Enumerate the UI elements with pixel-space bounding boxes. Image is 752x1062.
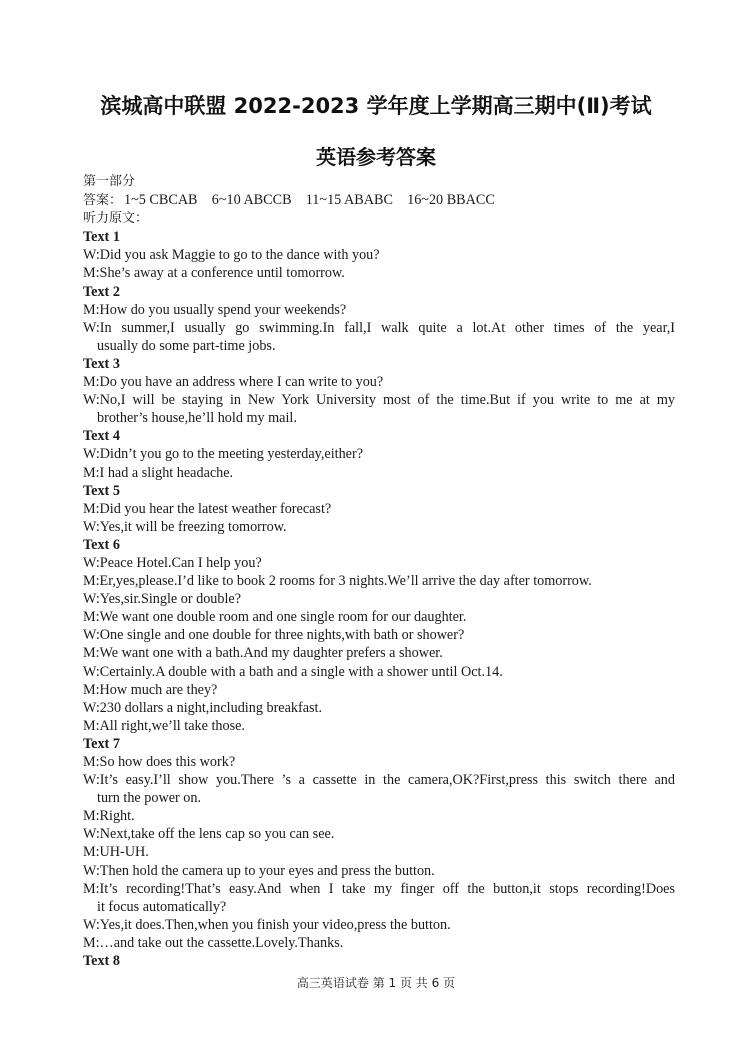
dialogue-line: W:Then hold the camera up to your eyes and press the button. — [83, 862, 435, 879]
dialogue-line: M:How do you usually spend your weekends? — [83, 301, 347, 318]
dialogue-line — [83, 880, 675, 916]
dialogue-line: W:Peace Hotel.Can I help you? — [83, 554, 262, 571]
answer-group: 1~5 CBCAB — [124, 192, 198, 209]
transcript-label: 听力原文： — [83, 211, 149, 227]
dialogue-line-text: M:It’s recording!That’s easy.And when I take my finger off the button,it stops recording!Does — [83, 880, 675, 897]
answer-group: 16~20 BBACC — [407, 192, 495, 209]
dialogue-line: W:Yes,sir.Single or double? — [83, 591, 242, 608]
dialogue-line: W:Didn’t you go to the meeting yesterday,either? — [83, 446, 363, 463]
text-heading: Text 3 — [83, 355, 120, 372]
dialogue-line: M:UH-UH. — [83, 844, 149, 861]
dialogue-line: M:Do you have an address where I can write to you? — [83, 374, 384, 391]
dialogue-line: W:230 dollars a night,including breakfast. — [83, 699, 323, 716]
text-heading: Text 4 — [83, 428, 120, 445]
dialogue-line: W:Yes,it will be freezing tomorrow. — [83, 518, 287, 535]
answers-label: 答案： — [83, 193, 123, 209]
dialogue-line: M:How much are they? — [83, 681, 218, 698]
dialogue-line: W:One single and one double for three nights,with bath or shower? — [83, 627, 465, 644]
answer-line — [83, 191, 675, 210]
part-label: 第一部分 — [83, 174, 136, 189]
dialogue-line: M:She’s away at a conference until tomorrow. — [83, 265, 345, 282]
dialogue-line-continuation: turn the power on. — [97, 790, 202, 807]
dialogue-line-text: W:It’s easy.I’ll show you.There ’s a cassette in the camera,OK?First,press this switch there and — [83, 772, 675, 789]
dialogue-line: M:So how does this work? — [83, 754, 236, 770]
text-heading: Text 5 — [83, 482, 120, 499]
dialogue-line: M:…and take out the cassette.Lovely.Thanks. — [83, 934, 344, 951]
dialogue-line: M:Did you hear the latest weather forecast? — [83, 500, 332, 517]
dialogue-line: W:Did you ask Maggie to go to the dance with you? — [83, 247, 380, 264]
answer-key-title: 英语参考答案 — [316, 145, 436, 169]
dialogue-line: M:Right. — [83, 808, 135, 825]
answer-group: 6~10 ABCCB — [211, 192, 292, 209]
dialogue-line: W:Certainly.A double with a bath and a single with a shower until Oct.14. — [83, 663, 503, 680]
text-heading: Text 2 — [83, 283, 120, 300]
dialogue-line: W:Yes,it does.Then,when you finish your video,press the button. — [83, 916, 451, 933]
dialogue-line: M:We want one with a bath.And my daughter prefers a shower. — [83, 645, 443, 662]
exam-title: 滨城高中联盟 2022-2023 学年度上学期高三期中(Ⅱ)考试 — [100, 94, 652, 118]
dialogue-line — [83, 319, 675, 355]
dialogue-line: M:All right,we’ll take those. — [83, 717, 245, 734]
text-heading: Text 8 — [83, 953, 120, 970]
dialogue-line: W:Next,take off the lens cap so you can see. — [83, 826, 335, 843]
dialogue-line: M:Er,yes,please.I’d like to book 2 rooms for 3 nights.We’ll arrive the day after tomorrow. — [83, 573, 592, 590]
dialogue-line-text: W:No,I will be staying in New York University most of the time.But if you write to me at my — [83, 392, 675, 409]
text-heading: Text 7 — [83, 735, 120, 752]
text-heading: Text 6 — [83, 536, 120, 553]
answer-group: 11~15 ABABC — [305, 192, 393, 209]
transcript-container — [83, 228, 675, 970]
dialogue-line-continuation: brother’s house,he’ll hold my mail. — [97, 410, 297, 427]
dialogue-line-continuation: it focus automatically? — [97, 898, 227, 915]
dialogue-line-continuation: usually do some part-time jobs. — [97, 337, 276, 354]
dialogue-line-text: W:In summer,I usually go swimming.In fall,I walk quite a lot.At other times of the year,I — [83, 319, 675, 336]
dialogue-line — [83, 391, 675, 427]
page-footer: 高三英语试卷 第 1 页 共 6 页 — [296, 976, 456, 990]
dialogue-line — [83, 771, 675, 807]
dialogue-line: M:I had a slight headache. — [83, 464, 234, 481]
document-body — [83, 173, 675, 970]
dialogue-line: M:We want one double room and one single room for our daughter. — [83, 609, 467, 626]
text-heading: Text 1 — [83, 229, 120, 246]
